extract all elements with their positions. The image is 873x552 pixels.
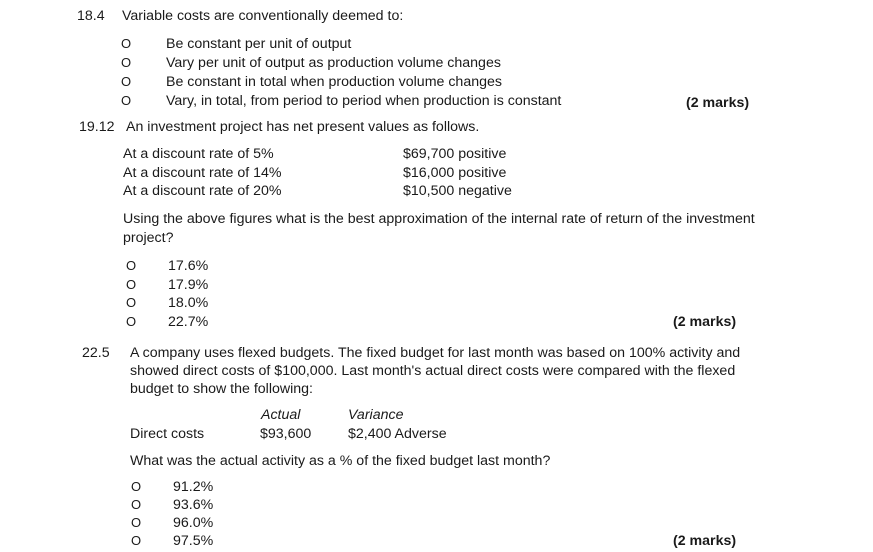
npv-value: $10,500 negative <box>403 183 512 199</box>
question-number-22-5: 22.5 <box>82 345 110 361</box>
npv-rate-label: At a discount rate of 20% <box>123 183 282 199</box>
question-stem-18-4: Variable costs are conventionally deemed to: <box>122 8 404 24</box>
radio-option-22-5-c[interactable]: O <box>131 515 142 530</box>
question-stem-line: budget to show the following: <box>130 381 313 397</box>
option-label: 97.5% <box>173 533 214 549</box>
radio-option-22-5-b[interactable]: O <box>131 497 142 512</box>
question-number-19-12: 19.12 <box>79 119 115 135</box>
marks-label: (2 marks) <box>686 95 750 111</box>
marks-label: (2 marks) <box>673 314 737 330</box>
question-number-18-4: 18.4 <box>77 8 105 24</box>
table-variance-value: $2,400 Adverse <box>348 426 447 442</box>
option-label: Be constant per unit of output <box>166 36 352 52</box>
option-label: 18.0% <box>168 295 209 311</box>
option-label: 17.9% <box>168 277 209 293</box>
radio-option-22-5-a[interactable]: O <box>131 479 142 494</box>
table-header-actual: Actual <box>261 407 301 423</box>
question-stem-19-12: An investment project has net present values as follows. <box>126 119 480 135</box>
option-label: 91.2% <box>173 479 214 495</box>
radio-option-18-4-a[interactable]: O <box>121 36 132 51</box>
option-label: Vary per unit of output as production volume changes <box>166 55 501 71</box>
radio-option-18-4-c[interactable]: O <box>121 74 132 89</box>
marks-label: (2 marks) <box>673 533 737 549</box>
option-label: Be constant in total when production volume changes <box>166 74 502 90</box>
radio-option-18-4-d[interactable]: O <box>121 93 132 108</box>
option-label: 17.6% <box>168 258 209 274</box>
radio-option-18-4-b[interactable]: O <box>121 55 132 70</box>
npv-rate-label: At a discount rate of 14% <box>123 165 282 181</box>
question-text: What was the actual activity as a % of the fixed budget last month? <box>130 453 551 469</box>
radio-option-22-5-d[interactable]: O <box>131 533 142 548</box>
table-header-variance: Variance <box>348 407 404 423</box>
radio-option-19-12-d[interactable]: O <box>126 314 137 329</box>
question-text: project? <box>123 230 174 246</box>
option-label: 22.7% <box>168 314 209 330</box>
npv-value: $69,700 positive <box>403 146 507 162</box>
option-label: 93.6% <box>173 497 214 513</box>
radio-option-19-12-c[interactable]: O <box>126 295 137 310</box>
radio-option-19-12-a[interactable]: O <box>126 258 137 273</box>
npv-value: $16,000 positive <box>403 165 507 181</box>
question-stem-line: showed direct costs of $100,000. Last month's actual direct costs were compared with the flexed <box>130 363 736 379</box>
option-label: 96.0% <box>173 515 214 531</box>
npv-rate-label: At a discount rate of 5% <box>123 146 274 162</box>
question-stem-line: A company uses flexed budgets. The fixed budget for last month was based on 100% activity and <box>130 345 741 361</box>
question-text: Using the above figures what is the best approximation of the internal rate of return of the investment <box>123 211 755 227</box>
option-label: Vary, in total, from period to period when production is constant <box>166 93 562 109</box>
radio-option-19-12-b[interactable]: O <box>126 277 137 292</box>
table-actual-value: $93,600 <box>260 426 312 442</box>
table-row-label: Direct costs <box>130 426 205 442</box>
